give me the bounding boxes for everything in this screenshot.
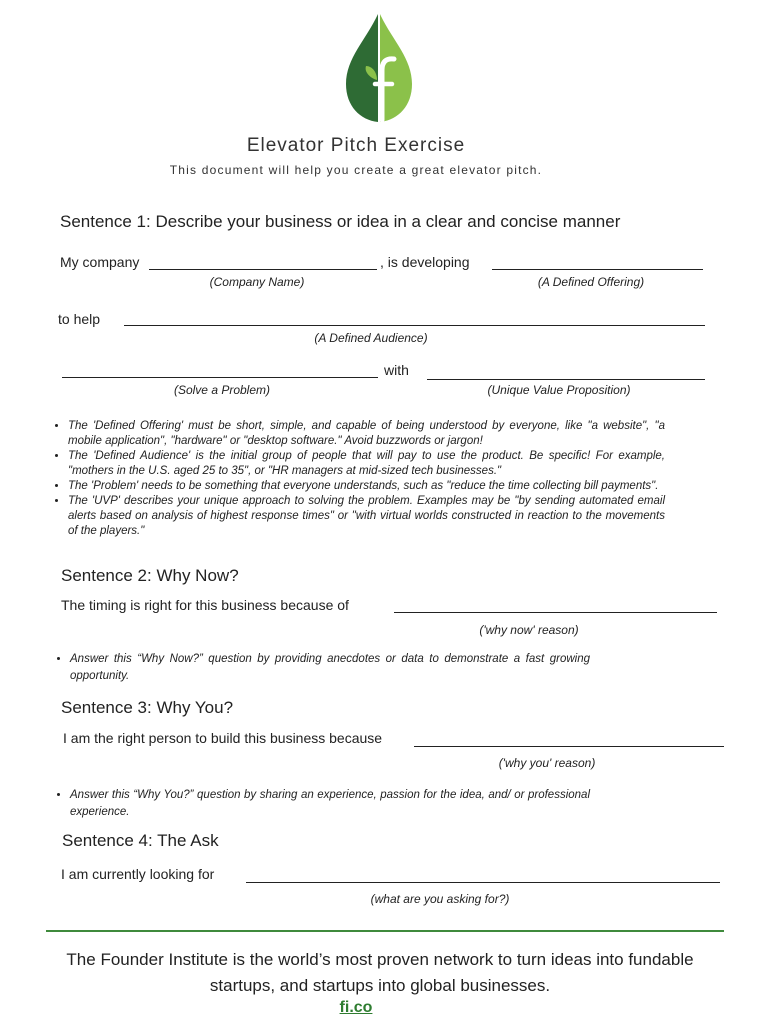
page-title: Elevator Pitch Exercise xyxy=(246,135,466,156)
company-name-field[interactable] xyxy=(149,269,377,270)
footer-tagline: The Founder Institute is the world’s most proven network to turn ideas into fundable startups, and startups into global businesses. xyxy=(66,950,694,995)
tip-uvp: • The 'UVP' describes your unique approach to solving the problem. Examples may be "by sending automated email alerts based on analysis of highest response times" or "with virtual worlds constructed in reaction to the movements of the players." xyxy=(68,494,665,539)
ask-field[interactable] xyxy=(246,882,720,883)
tip-problem: • The 'Problem' needs to be something that everyone understands, such as "reduce the time collecting bill payments". xyxy=(68,479,665,494)
problem-field[interactable] xyxy=(62,377,378,378)
footer-divider xyxy=(46,930,724,932)
why-you-caption: ('why you' reason) xyxy=(498,756,596,770)
why-now-field[interactable] xyxy=(394,612,717,613)
tip-audience: • The 'Defined Audience' is the initial group of people that will pay to use the product. Be specific! For example, "mothers in the U.S. aged 25 to 35", or "HR managers at mid-sized tech businesses." xyxy=(68,449,665,479)
my-company-label: My company xyxy=(60,254,140,270)
sentence4-heading: Sentence 4: The Ask xyxy=(62,831,219,850)
why-you-field[interactable] xyxy=(414,746,724,747)
to-help-label: to help xyxy=(58,311,101,327)
founder-institute-leaf-logo xyxy=(344,12,414,124)
tip-offering: • The 'Defined Offering' must be short, simple, and capable of being understood by everyone, like "a website", "a mobile application", "hardware" or "desktop software." Avoid buzzwords or jargon! xyxy=(68,419,665,449)
sentence3-heading: Sentence 3: Why You? xyxy=(61,698,234,717)
sentence3-tips xyxy=(54,787,590,821)
with-label: with xyxy=(384,362,409,378)
is-developing-label: , is developing xyxy=(380,254,470,270)
why-you-label: I am the right person to build this business because xyxy=(63,730,383,746)
why-now-caption: ('why now' reason) xyxy=(479,623,579,637)
page-subtitle: This document will help you create a great elevator pitch. xyxy=(169,163,543,177)
problem-caption: (Solve a Problem) xyxy=(173,383,271,397)
sentence1-heading: Sentence 1: Describe your business or idea in a clear and concise manner xyxy=(60,212,621,231)
offering-caption: (A Defined Offering) xyxy=(537,275,645,289)
ask-caption: (what are you asking for?) xyxy=(370,892,510,906)
sentence2-tips xyxy=(54,651,590,685)
why-now-label: The timing is right for this business because of xyxy=(61,597,349,613)
uvp-caption: (Unique Value Proposition) xyxy=(487,383,631,397)
sentence1-tips xyxy=(52,419,665,539)
tip-why-now: • Answer this “Why Now?” question by providing anecdotes or data to demonstrate a fast growing opportunity. xyxy=(70,651,590,685)
audience-caption: (A Defined Audience) xyxy=(314,331,428,345)
audience-field[interactable] xyxy=(124,325,705,326)
footer-website-link[interactable]: fi.co xyxy=(339,999,373,1016)
ask-label: I am currently looking for xyxy=(61,866,215,882)
company-name-caption: (Company Name) xyxy=(209,275,305,289)
offering-field[interactable] xyxy=(492,269,703,270)
uvp-field[interactable] xyxy=(427,379,705,380)
tip-why-you: • Answer this “Why You?” question by sharing an experience, passion for the idea, and/ or professional experience. xyxy=(70,787,590,821)
sentence2-heading: Sentence 2: Why Now? xyxy=(61,566,239,585)
